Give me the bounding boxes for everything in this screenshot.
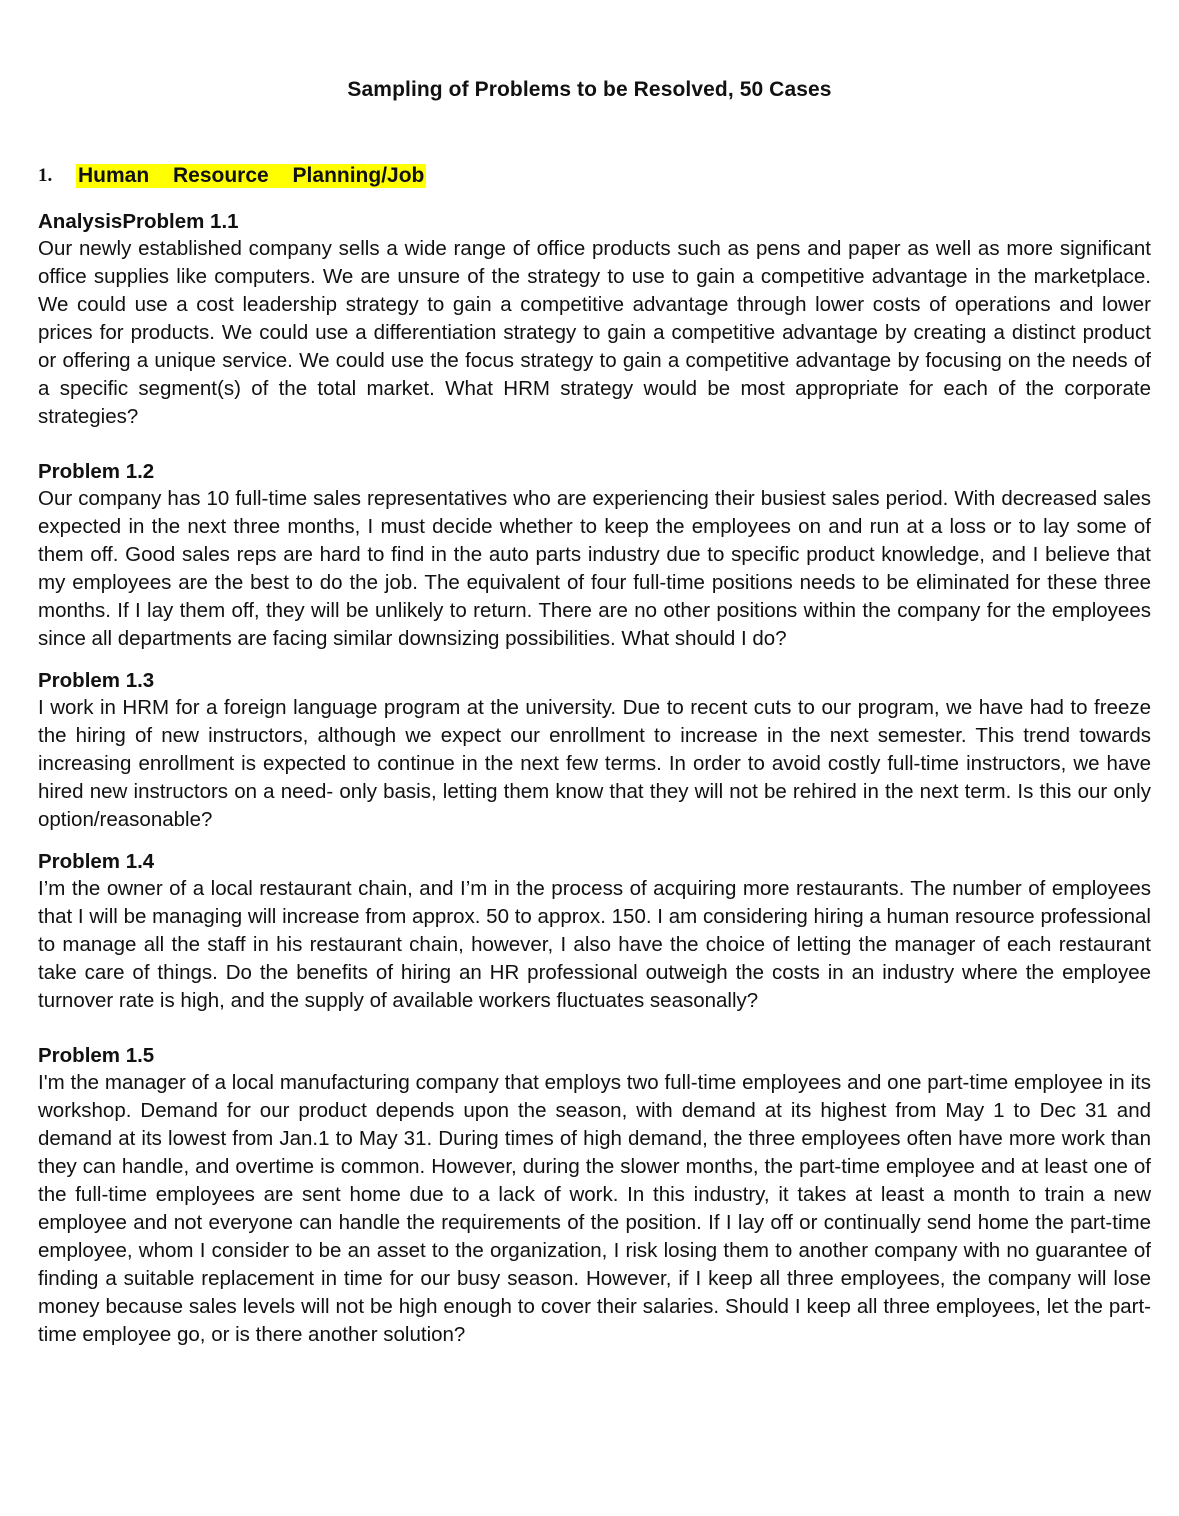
section-number: 1. bbox=[38, 165, 53, 186]
problem-text: Our company has 10 full-time sales representatives who are experiencing their busiest sales period. With decreased sales expected in the next three months, I must decide whether to keep the employees on and run at a loss or to lay some of them off. Good sales reps are hard to find in the auto parts industry due to specific product knowledge, and I believe that my employees are the best to do the job. The equivalent of four full-time positions needs to be eliminated for these three months. If I lay them off, they will be unlikely to return. There are no other positions within the company for the employees since all departments are facing similar downsizing possibilities. What should I do? bbox=[38, 487, 1151, 650]
problem-label: Problem 1.2 bbox=[38, 460, 155, 483]
section-title-highlighted: Human Resource Planning/Job bbox=[78, 164, 425, 187]
problem-label: Problem 1.5 bbox=[38, 1044, 155, 1067]
problem-1-2 bbox=[38, 458, 1151, 653]
problems-list bbox=[38, 208, 1151, 1349]
problem-label: Problem 1.4 bbox=[38, 850, 155, 873]
section-heading bbox=[38, 164, 426, 188]
problem-1-4 bbox=[38, 848, 1151, 1015]
problem-text: Our newly established company sells a wide range of office products such as pens and paper as well as more significant office supplies like computers. We are unsure of the strategy to use to gain a competitive advantage in the marketplace. We could use a cost leadership strategy to gain a competitive advantage through lower costs of operations and lower prices for products. We could use a differentiation strategy to gain a competitive advantage by creating a distinct product or offering a unique service. We could use the focus strategy to gain a competitive advantage by focusing on the needs of a specific segment(s) of the total market. What HRM strategy would be most appropriate for each of the corporate strategies? bbox=[38, 237, 1151, 428]
problem-label-prefix: Analysis bbox=[38, 210, 123, 233]
problem-1-1 bbox=[38, 208, 1151, 431]
problem-label bbox=[38, 208, 1151, 235]
problem-label: Problem 1.3 bbox=[38, 669, 155, 692]
problem-text: I'm the manager of a local manufacturing company that employs two full-time employees and one part-time employee in its workshop. Demand for our product depends upon the season, with demand at its highest from May 1 to Dec 31 and demand at its lowest from Jan.1 to May 31. During times of high demand, the three employees often have more work than they can handle, and overtime is common. However, during the slower months, the part-time employee and at least one of the full-time employees are sent home due to a lack of work. In this industry, it takes at least a month to train a new employee and not everyone can handle the requirements of the position. If I lay off or continually send home the part-time employee, whom I consider to be an asset to the organization, I risk losing them to another company with no guarantee of finding a suitable replacement in time for our busy season. However, if I keep all three employees, the company will lose money because sales levels will not be high enough to cover their salaries. Should I keep all three employees, let the part-time employee go, or is there another solution? bbox=[38, 1071, 1151, 1346]
problem-1-5 bbox=[38, 1042, 1151, 1349]
problem-1-3 bbox=[38, 667, 1151, 834]
problem-text: I’m the owner of a local restaurant chain, and I’m in the process of acquiring more restaurants. The number of employees that I will be managing will increase from approx. 50 to approx. 150. I am considering hiring a human resource professional to manage all the staff in his restaurant chain, however, I also have the choice of letting the manager of each restaurant take care of things. Do the benefits of hiring an HR professional outweigh the costs in an industry where the employee turnover rate is high, and the supply of available workers fluctuates seasonally? bbox=[38, 877, 1151, 1012]
document-title: Sampling of Problems to be Resolved, 50 Cases bbox=[347, 78, 832, 101]
problem-text: I work in HRM for a foreign language program at the university. Due to recent cuts to our program, we have had to freeze the hiring of new instructors, although we expect our enrollment to increase in the next semester. This trend towards increasing enrollment is expected to continue in the next few terms. In order to avoid costly full-time instructors, we have hired new instructors on a need- only basis, letting them know that they will not be rehired in the next term. Is this our only option/reasonable? bbox=[38, 696, 1151, 831]
problem-label-text: Problem 1.1 bbox=[122, 210, 239, 233]
